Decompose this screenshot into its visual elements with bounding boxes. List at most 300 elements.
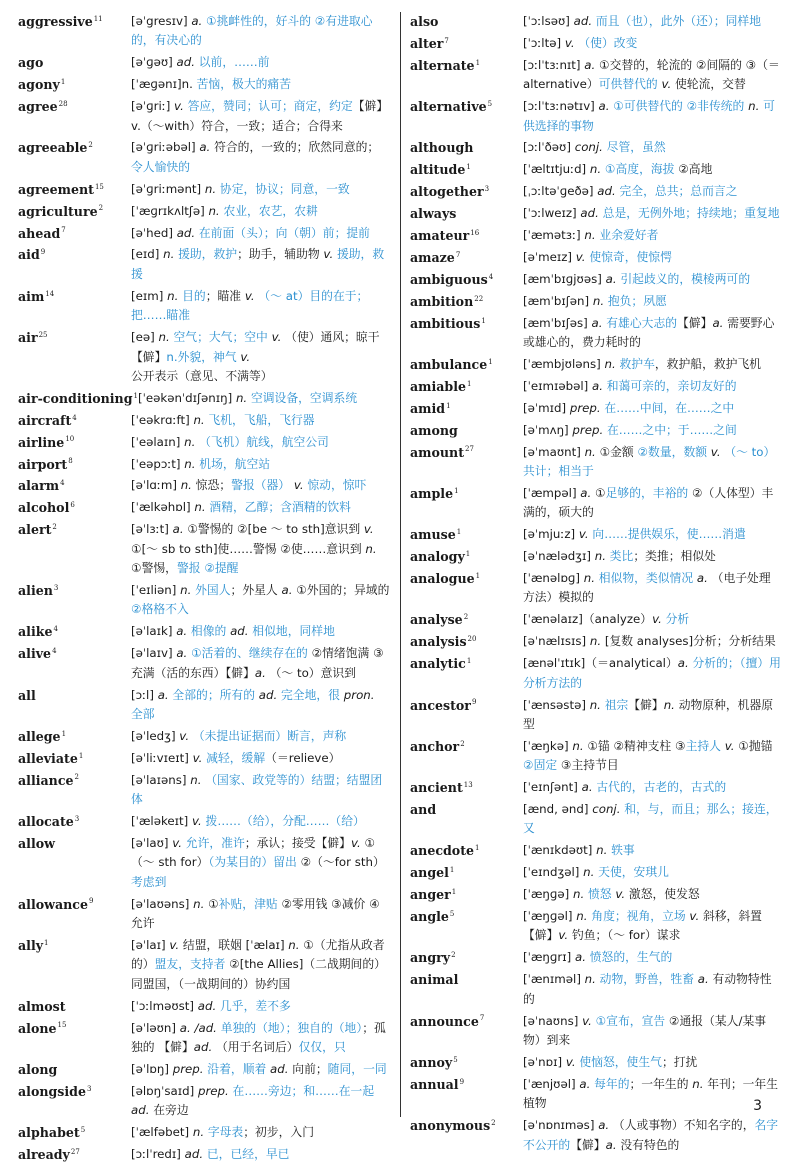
headword-text: amount (410, 444, 465, 460)
dictionary-entry (410, 610, 782, 629)
definition-text: ③主持节目 (560, 758, 619, 773)
definition-text: [ɔːl] (131, 687, 158, 702)
frequency-count: 1 (475, 58, 481, 67)
highlighted-meaning: （～ at）目的在于；把……瞄准 (131, 288, 369, 323)
part-of-speech: v. (578, 527, 593, 542)
dictionary-entry (410, 1012, 782, 1051)
definition-text: 结盟，联姻 [ˈælaɪ] (182, 937, 289, 952)
headword-text: ambiguous (410, 271, 488, 287)
dictionary-entry (18, 389, 390, 408)
headword (410, 292, 523, 311)
part-of-speech: a. (176, 624, 191, 639)
definition (523, 1075, 782, 1114)
definition-text: [əˈhed] (131, 225, 177, 240)
frequency-count: 6 (70, 501, 75, 510)
dictionary-entry (18, 895, 390, 934)
headword (410, 547, 523, 566)
part-of-speech: a. (254, 665, 270, 680)
definition (131, 245, 390, 284)
highlighted-meaning: 愤怒 (588, 887, 616, 902)
dictionary-entry (18, 1145, 390, 1164)
dictionary-entry (18, 245, 390, 284)
headword-text: airline (18, 434, 65, 450)
definition (523, 421, 782, 440)
dictionary-entry (18, 138, 390, 177)
highlighted-meaning: 援助，救援 (131, 247, 385, 281)
definition-text: [ɔːlˈtɜːnɪt] (523, 57, 585, 72)
part-of-speech: a. (598, 99, 614, 114)
headword (410, 160, 523, 179)
part-of-speech: n. (235, 390, 251, 405)
part-of-speech: v. (271, 330, 286, 345)
dictionary-entry (18, 455, 390, 474)
headword-text: amid (410, 400, 446, 416)
frequency-count: 1 (44, 938, 49, 947)
headword-text: anonymous (410, 1118, 491, 1134)
part-of-speech: v. (350, 835, 365, 850)
frequency-count: 4 (72, 413, 77, 422)
definition-text: [ˈænəlɒɡ] (523, 571, 584, 586)
definition-text: [ˈæŋɡrɪ] (523, 950, 575, 965)
part-of-speech: v. (179, 728, 193, 743)
part-of-speech: n. (589, 697, 605, 712)
headword-text: analogue (410, 571, 475, 587)
highlighted-meaning: 已，已经，早已 (206, 1146, 290, 1161)
definition (523, 800, 782, 839)
part-of-speech: a. (579, 1076, 595, 1091)
part-of-speech: ad. (270, 1061, 293, 1076)
definition (131, 224, 390, 243)
part-of-speech: v. (240, 349, 251, 364)
definition (131, 1123, 390, 1142)
dictionary-entry (410, 34, 782, 53)
frequency-count: 3 (484, 185, 490, 194)
definition-text: [əˈnɒɪ] (523, 1054, 566, 1069)
part-of-speech: v. (710, 444, 725, 459)
part-of-speech: ad. (580, 206, 603, 221)
highlighted-meaning: ②固定 (523, 758, 561, 773)
definition-text: [əˈɡəʊ] (131, 55, 177, 70)
highlighted-meaning: 引起歧义的，模棱两可的 (620, 271, 751, 286)
highlighted-meaning: 几乎，差不多 (219, 998, 291, 1013)
part-of-speech: n. (572, 738, 588, 753)
dictionary-entry (410, 56, 782, 95)
part-of-speech: v. (174, 99, 188, 114)
headword-text: alarm (18, 478, 60, 494)
definition-text: ①警惕的 ②[be ～ to sth]意识到 (187, 522, 364, 537)
frequency-count: 8 (68, 457, 73, 466)
headword (410, 248, 523, 267)
part-of-speech: n. (584, 972, 600, 987)
definition (523, 610, 782, 629)
definition (523, 484, 782, 523)
headword-text: aircraft (18, 412, 72, 428)
part-of-speech: v. (244, 288, 259, 303)
dictionary-entry (18, 1060, 390, 1079)
definition (523, 1116, 782, 1155)
part-of-speech: a. (176, 646, 192, 661)
highlighted-meaning: ②数量，数额 (637, 444, 711, 459)
definition-text: [ˈɔːltə] (523, 35, 565, 50)
dictionary-entry (18, 224, 390, 243)
definition (523, 12, 782, 31)
definition-text: [eɪd] (131, 247, 164, 262)
definition (523, 204, 782, 223)
dictionary-entry (410, 399, 782, 418)
definition (523, 525, 782, 544)
headword (18, 1060, 131, 1079)
definition-text: [ˈælkəhɒl] (131, 500, 195, 515)
part-of-speech: a. /ad. (179, 1020, 221, 1035)
headword (18, 328, 131, 347)
highlighted-meaning: 随同，一同 (327, 1061, 387, 1076)
definition (523, 907, 782, 946)
headword-text: allow (18, 835, 55, 851)
headword (410, 632, 523, 651)
highlighted-meaning: 业余爱好者 (599, 228, 659, 243)
definition-text: ；助手，辅助物 (237, 247, 324, 262)
headword (18, 997, 131, 1016)
highlighted-meaning: 在……中间，在……之中 (604, 400, 735, 415)
frequency-count: 5 (449, 909, 455, 918)
part-of-speech: ad. (131, 1103, 154, 1118)
part-of-speech: a. (697, 972, 713, 987)
highlighted-meaning: ①宣布，宣告 (595, 1013, 669, 1028)
part-of-speech: n. (576, 909, 592, 924)
highlighted-meaning: ②格格不入 (131, 602, 189, 617)
part-of-speech: n. (594, 549, 610, 564)
headword (18, 287, 131, 306)
frequency-count: 1 (475, 844, 480, 853)
dictionary-entry (410, 778, 782, 797)
part-of-speech: a. (281, 582, 297, 597)
headword-text: amaze (410, 249, 455, 265)
definition (131, 686, 390, 725)
headword-text: agreement (18, 181, 94, 197)
highlighted-meaning: （使）改变 (578, 35, 638, 50)
dictionary-entry (18, 749, 390, 768)
headword (18, 498, 131, 517)
part-of-speech: ad. (193, 1039, 216, 1054)
dictionary-entry (18, 622, 390, 641)
dictionary-entry (410, 204, 782, 223)
part-of-speech: n. (596, 843, 612, 858)
definition (131, 622, 390, 641)
definition-text: [ˈæmpəl] (523, 485, 581, 500)
definition-text: [əˈɡriːmənt] (131, 181, 205, 196)
definition-text: （人或事物）不知名字的， (612, 1118, 755, 1133)
headword-text: angle (410, 909, 449, 925)
frequency-count: 2 (451, 951, 456, 960)
headword-text: allocate (18, 813, 74, 829)
frequency-count: 5 (80, 1125, 86, 1134)
part-of-speech: n. (163, 247, 179, 262)
definition (131, 498, 390, 517)
headword-text: alliance (18, 772, 74, 788)
headword-text: annoy (410, 1054, 453, 1070)
definition-text: [əˈmjuːz] (523, 527, 579, 542)
definition (523, 841, 782, 860)
frequency-count: 2 (74, 773, 79, 782)
headword-text: always (410, 206, 457, 222)
definition-text: [əˈnælɪsɪs] (523, 634, 590, 649)
definition-text: 使轮流，交替 (674, 77, 746, 92)
highlighted-meaning: 警报 ②提醒 (176, 561, 239, 576)
part-of-speech: n. (573, 887, 588, 902)
definition-text: 年刊；一年生植物 (523, 1076, 779, 1111)
headword (18, 581, 131, 600)
frequency-count: 20 (467, 635, 477, 644)
definition-text: ①（～ sth for） (131, 835, 376, 870)
definition-text: ；一年生的 (629, 1076, 693, 1091)
headword (410, 970, 523, 989)
definition-text: [əˈlaɪk] (131, 624, 177, 639)
definition-text: [ˈeɪliən] (131, 582, 181, 597)
headword (410, 800, 523, 819)
definition (131, 936, 390, 994)
part-of-speech: a. (605, 271, 621, 286)
highlighted-meaning: n.外貌，神气 (166, 349, 241, 364)
definition-text: [əˈɡriːəbəl] (131, 140, 200, 155)
headword-text: almost (18, 998, 66, 1014)
highlighted-meaning: 在……之中；于……之间 (607, 422, 737, 437)
headword-text: aid (18, 247, 40, 263)
definition-text: ①交替的，轮流的 ②间隔的 ③（＝alternative） (523, 57, 780, 92)
part-of-speech: ad. (184, 1146, 207, 1161)
highlighted-meaning: 协定，协议；同意，一致 (219, 181, 350, 196)
highlighted-meaning: 总是，无例外地；持续地；重复地 (602, 206, 780, 221)
headword-text: anecdote (410, 843, 475, 859)
headword (410, 377, 523, 396)
definition-text: ①抛锚 (738, 738, 773, 753)
headword-text: agriculture (18, 203, 98, 219)
headword-text: although (410, 140, 474, 156)
frequency-count: 3 (53, 583, 59, 592)
definition-text: 在旁边 (153, 1103, 189, 1118)
part-of-speech: n. (158, 330, 174, 345)
definition-text: [əˈlɜːt] (131, 522, 173, 537)
headword (410, 863, 523, 882)
highlighted-meaning: 沿着，顺着 (207, 1061, 271, 1076)
highlighted-meaning: 警报（器） (231, 478, 294, 493)
definition (523, 654, 782, 693)
definition-text: [复数 analyses]分析；分析结果 (604, 634, 776, 649)
definition-text: [ˈæmbjʊləns] (523, 357, 605, 371)
frequency-count: 22 (474, 294, 484, 303)
definition-text: [ˈænjʊəl] (523, 1076, 580, 1091)
part-of-speech: n. (192, 1125, 208, 1140)
headword-text: annual (410, 1076, 459, 1092)
headword-text: agree (18, 99, 58, 115)
headword (410, 1012, 523, 1031)
headword (410, 737, 523, 756)
definition (131, 749, 390, 768)
definition-text: [əˈnɒnɪməs] (523, 1118, 599, 1133)
headword-text: aggressive (18, 14, 93, 29)
headword (410, 97, 523, 116)
definition (523, 314, 782, 353)
definition (523, 632, 782, 651)
headword (18, 75, 131, 94)
frequency-count: 9 (88, 897, 94, 906)
highlighted-meaning: 尽管，虽然 (606, 140, 666, 155)
highlighted-meaning: 盟友，支持者 (154, 957, 230, 972)
part-of-speech: a. (712, 315, 728, 330)
definition-text: ②高地 (678, 162, 713, 177)
definition-text: [eə] (131, 330, 159, 345)
highlighted-meaning: 全部的；所有的 (172, 687, 259, 702)
definition-text: [ˈɔːlweɪz] (523, 206, 581, 221)
highlighted-meaning: （～ to）共计；相当于 (523, 444, 776, 479)
definition-text: [ˈeɪmɪəbəl] (523, 378, 592, 393)
definition-text: [ˈænsəstə] (523, 697, 590, 712)
highlighted-meaning: 类比 (609, 549, 634, 564)
highlighted-meaning: 答应，赞同；认可；商定，约定 (187, 99, 353, 114)
headword (18, 834, 131, 853)
headword (18, 1145, 131, 1164)
part-of-speech: pron. (343, 687, 375, 702)
definition (523, 970, 782, 1009)
highlighted-meaning: 仅仅，只 (298, 1039, 346, 1054)
frequency-count: 14 (45, 289, 55, 298)
headword (18, 622, 131, 641)
highlighted-meaning: 相像的 (190, 624, 231, 639)
headword-text: angel (410, 865, 449, 881)
dictionary-entry (18, 12, 390, 51)
highlighted-meaning: 角度；视角，立场 (591, 909, 690, 924)
headword-text: altogether (410, 184, 484, 200)
part-of-speech: v. (575, 249, 590, 264)
definition (131, 727, 390, 746)
headword (18, 202, 131, 221)
dictionary-entry (410, 696, 782, 735)
part-of-speech: v. (689, 909, 703, 924)
definition-text: [ˈænəlaɪz]（analyze） (523, 612, 653, 627)
headword (18, 138, 131, 157)
headword-text: analytic (410, 656, 466, 672)
definition (523, 1012, 782, 1051)
dictionary-entry (18, 433, 390, 452)
frequency-count: 1 (60, 78, 66, 87)
definition-text: [ˈæləkeɪt] (131, 813, 192, 828)
headword-text: airport (18, 456, 68, 472)
headword (410, 907, 523, 926)
definition-text: ，救护船，救护飞机 (654, 357, 762, 371)
part-of-speech: n. (584, 444, 600, 459)
headword (410, 525, 523, 544)
part-of-speech: n. (692, 1076, 708, 1091)
definition (523, 56, 782, 95)
definition-text: [əˈmɪd] (523, 400, 570, 415)
headword-text: ancestor (410, 697, 471, 713)
definition-text: ②通报（某人/某事物）到来 (523, 1013, 767, 1047)
headword (410, 569, 523, 588)
definition-text: [eɪm] (131, 288, 168, 303)
dictionary-entry (18, 53, 390, 72)
part-of-speech: a. (157, 687, 173, 702)
frequency-count: 3 (74, 814, 80, 823)
definition-text: 【僻】 (570, 1137, 606, 1152)
part-of-speech: v. (724, 738, 739, 753)
definition-text: ；打扰 (661, 1054, 698, 1069)
frequency-count: 5 (487, 99, 493, 108)
part-of-speech: v. (172, 835, 186, 850)
highlighted-meaning: 和蔼可亲的，亲切友好的 (606, 378, 737, 393)
headword-text: animal (410, 972, 459, 988)
headword-text: aim (18, 288, 45, 304)
definition-text: ②（～for sth） (300, 855, 385, 870)
definition-text: [ˈeəkrɑːft] (131, 412, 194, 427)
headword (410, 1116, 523, 1135)
highlighted-meaning: 分析的；（擅）用分析方法的 (523, 656, 781, 690)
headword-text: ambition (410, 293, 474, 309)
definition (131, 1060, 390, 1079)
part-of-speech: v. (582, 1013, 596, 1028)
headword (410, 226, 523, 245)
frequency-count: 7 (61, 226, 66, 235)
definition (523, 547, 782, 566)
frequency-count: 11 (93, 14, 103, 23)
highlighted-meaning: 古代的，古老的，古式的 (596, 780, 727, 795)
dictionary-entry (410, 525, 782, 544)
highlighted-meaning: 抱负；夙愿 (607, 293, 667, 308)
highlighted-meaning: 可供选择的事物 (523, 99, 775, 133)
headword (410, 841, 523, 860)
part-of-speech: prep. (197, 1083, 233, 1098)
part-of-speech: v. (652, 612, 666, 627)
headword-text: alien (18, 582, 53, 598)
definition-text: 【僻】v.（～with）符合，一致；适合；合得来 (131, 99, 389, 133)
definition (523, 399, 782, 418)
part-of-speech: n. (204, 181, 220, 196)
dictionary-entry (410, 314, 782, 353)
definition-text: 动物原种，机器原型 (523, 697, 774, 731)
definition-text: [ˈɔːlsəʊ] (523, 14, 574, 28)
definition-text: 钓鱼；（～ for）谋求 (571, 928, 681, 943)
frequency-count: 1 (467, 379, 472, 388)
headword (410, 610, 523, 629)
frequency-count: 1 (466, 163, 471, 172)
highlighted-meaning: 名字不公开的 (523, 1118, 779, 1152)
headword-text: all (18, 687, 36, 703)
headword (410, 34, 523, 53)
part-of-speech: v. (323, 247, 337, 262)
headword (18, 1019, 131, 1038)
highlighted-meaning: 令人愉快的 (131, 159, 190, 174)
dictionary-entry (410, 12, 782, 31)
part-of-speech: n. (167, 288, 183, 303)
part-of-speech: conj. (592, 802, 625, 817)
dictionary-entry (410, 138, 782, 157)
headword (18, 180, 131, 199)
definition (131, 644, 390, 683)
definition-text: 有动物特性的 (523, 972, 772, 1006)
dictionary-entry (410, 1075, 782, 1114)
headword (410, 421, 523, 440)
headword (18, 476, 131, 495)
dictionary-entry (410, 1116, 782, 1155)
definition-text: [ˈeɪndʒəl] (523, 865, 584, 880)
headword (410, 696, 523, 715)
dictionary-entry (18, 812, 390, 831)
definition-text: [əˈmaʊnt] (523, 444, 585, 459)
definition (131, 53, 390, 72)
definition-text: [ˈæŋkə] (523, 738, 573, 753)
highlighted-meaning: 空调设备，空调系统 (250, 390, 358, 405)
definition-text: ①外国的；异域的 (296, 582, 390, 597)
headword-text: alive (18, 646, 52, 662)
highlighted-meaning: ①挑衅性的，好斗的 ②有进取心的，有决心的 (131, 14, 373, 48)
